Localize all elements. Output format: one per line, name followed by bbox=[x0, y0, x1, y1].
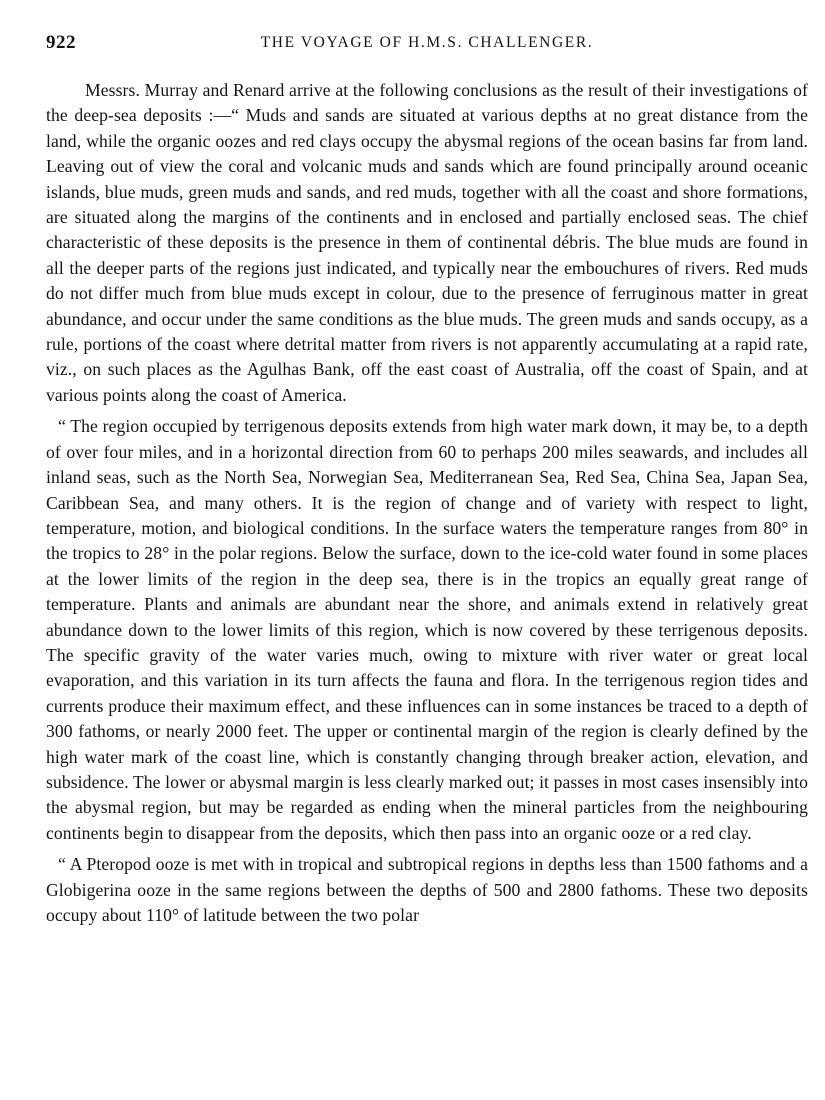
page-number: 922 bbox=[46, 32, 76, 53]
paragraph-terrigenous-region: “ The region occupied by terrigenous deposits extends from high water mark down, it may be, to a depth of over four miles, and in a horizontal direction from 60 to perhaps 200 miles seawards, and includes all inland seas, such as the North Sea, Norwegian Sea, Mediterranean Sea, Red Sea, China Sea, Japan Sea, Caribbean Sea, and many others. It is the region of change and of variety with respect to light, temperature, motion, and biological conditions. In the surface waters the temperature ranges from 80° in the tropics to 28° in the polar regions. Below the surface, down to the ice-cold water found in some places at the lower limits of the region in the deep sea, there is in the tropics an equally great range of temperature. Plants and animals are abundant near the shore, and animals extend in relatively great abundance down to the lower limits of this region, which is now covered by these terrigenous deposits. The specific gravity of the water varies much, owing to mixture with river water or great local evaporation, and this variation in its turn affects the fauna and flora. In the terrigenous region tides and currents produce their maximum effect, and these influences can in some instances be traced to a depth of 300 fathoms, or nearly 2000 feet. The upper or continental margin of the region is clearly defined by the high water mark of the coast line, which is constantly changing through breaker action, elevation, and subsidence. The lower or abysmal margin is less clearly marked out; it passes in most cases insensibly into the abysmal region, but may be regarded as ending when the mineral particles from the neighbouring continents begin to disappear from the deposits, which then pass into an organic ooze or a red clay. bbox=[46, 416, 808, 843]
paragraph-pteropod-ooze: “ A Pteropod ooze is met with in tropical and subtropical regions in depths less than 1500 fathoms and a Globigerina ooze in the same regions between the depths of 500 and 2800 fathoms. These two deposits occupy about 110° of latitude between the two polar bbox=[46, 854, 808, 925]
paragraph-murray-renard-conclusions: Messrs. Murray and Renard arrive at the following conclusions as the result of their investigations of the deep-sea deposits :—“ Muds and sands are situated at various depths at no great distance from the land, while the organic oozes and red clays occupy the abysmal regions of the ocean basins far from land. Leaving out of view the coral and volcanic muds and sands which are found principally around oceanic islands, blue muds, green muds and sands, and red muds, together with all the coast and shore formations, are situated along the margins of the continents and in enclosed and partially enclosed seas. The chief characteristic of these deposits is the presence in them of continental débris. The blue muds are found in all the deeper parts of the regions just indicated, and typically near the embouchures of rivers. Red muds do not differ much from blue muds except in colour, due to the presence of ferruginous matter in great abundance, and occur under the same conditions as the blue muds. The green muds and sands occupy, as a rule, portions of the coast where detrital matter from rivers is not apparently accumulating at a rapid rate, viz., on such places as the Agulhas Bank, off the east coast of Australia, off the coast of Spain, and at various points along the coast of America. bbox=[46, 80, 808, 405]
running-title: THE VOYAGE OF H.M.S. CHALLENGER. bbox=[260, 34, 594, 51]
book-page bbox=[46, 32, 808, 934]
page-header bbox=[46, 32, 808, 60]
body-text bbox=[46, 78, 808, 928]
